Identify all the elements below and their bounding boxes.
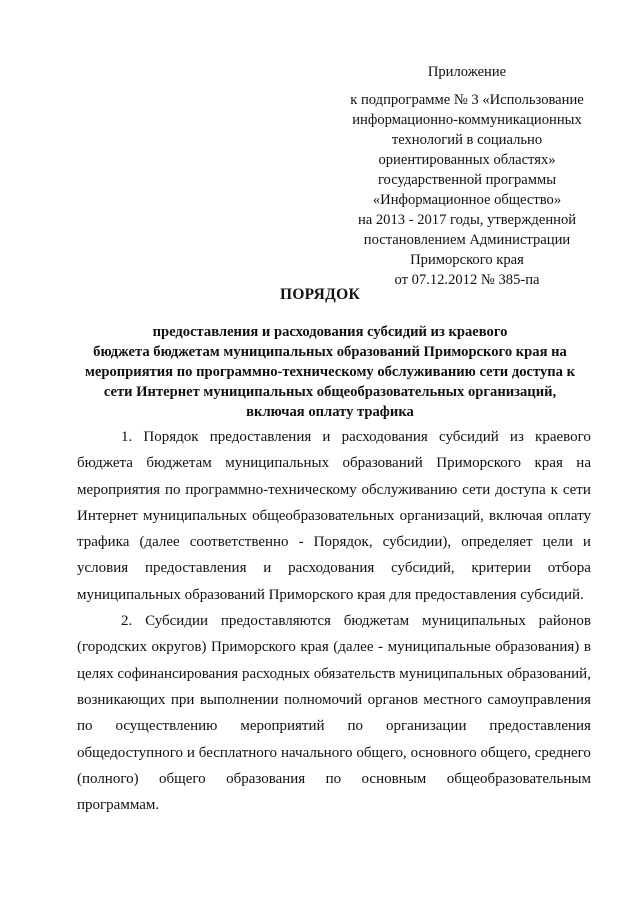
body-word: основным [361, 770, 427, 787]
body-word: предоставляются [220, 613, 331, 630]
body-word: начального [280, 744, 353, 761]
body-word: субсидий [439, 429, 499, 445]
body-word: субсидии), [382, 534, 452, 551]
body-line [77, 713, 591, 739]
body-word: мероприятий [240, 718, 325, 735]
body-word: предоставления [144, 560, 247, 577]
body-word: 1. [121, 429, 133, 445]
body-line [77, 424, 591, 450]
body-line [77, 661, 591, 687]
body-word: муниципальных [399, 665, 504, 682]
body-word: сети [562, 481, 591, 498]
body-word: предоставления [209, 429, 312, 445]
body-word: на [576, 455, 591, 472]
body-word: обслуживанию [361, 481, 458, 498]
body-line [77, 766, 591, 792]
body-word: - [298, 534, 304, 551]
body-line [77, 503, 591, 529]
body-line [77, 450, 591, 476]
body-word: критерии [471, 560, 531, 577]
body-word: трафика [77, 534, 130, 551]
body-word: расходования [288, 560, 375, 577]
body-word: самоуправления [487, 691, 591, 708]
body-word: и [582, 534, 591, 551]
body-word: краевого [535, 429, 591, 445]
body-word: расходования [341, 429, 428, 445]
body-word: 2. [121, 613, 133, 630]
appendix-line: к подпрограмме № 3 «Использование [350, 92, 584, 108]
body-word: общего, [356, 744, 407, 761]
body-word: бюджетам [343, 613, 410, 630]
body-word: (городских [77, 639, 147, 656]
appendix-title: Приложение [427, 64, 507, 80]
body-word: края [534, 455, 563, 472]
appendix-line: Приморского края [410, 252, 524, 268]
body-word: бюджетам [146, 455, 212, 472]
body-line: программам. [77, 797, 160, 814]
body-word: образований, [506, 665, 591, 682]
body-word: в [583, 639, 591, 656]
body-word: мероприятия [77, 481, 161, 498]
body-word: бюджета [77, 455, 133, 472]
document-body [77, 424, 591, 818]
body-word: по [164, 481, 181, 498]
body-word: условия [77, 560, 129, 577]
body-word: осуществлению [115, 718, 218, 735]
body-word: и [322, 429, 331, 445]
body-word: организаций, [399, 507, 484, 524]
body-word: Порядок [143, 429, 199, 445]
subtitle-line: предоставления и расходования субсидий из краевого [152, 324, 508, 340]
appendix-line: «Информационное общество» [372, 192, 562, 208]
body-word: образований [342, 455, 423, 472]
body-word: возникающих [77, 691, 166, 708]
body-word: муниципальные [387, 639, 491, 656]
appendix-header [326, 62, 608, 290]
body-word: общего [159, 770, 206, 787]
appendix-line: ориентированных областях» [378, 152, 556, 168]
body-line [77, 608, 591, 634]
body-word: общеобразовательных [252, 507, 395, 524]
body-word: и [263, 560, 272, 577]
appendix-line: постановлением Администрации [363, 232, 571, 248]
body-word: при [170, 691, 195, 708]
body-word: Порядок, [313, 534, 373, 551]
appendix-line: от 07.12.2012 № 385-па [394, 272, 540, 288]
body-word: и [186, 744, 195, 761]
appendix-line: технологий в социально [391, 132, 543, 148]
body-word: бесплатного [198, 744, 278, 761]
subtitle-line: сети Интернет муниципальных общеобразовательных организаций, [103, 384, 557, 400]
document-title: ПОРЯДОК [279, 286, 361, 303]
body-word: Приморского [211, 639, 296, 656]
body-line [77, 529, 591, 555]
body-word: образования) [495, 639, 580, 656]
body-word: - [378, 639, 384, 656]
body-word: образования [226, 770, 306, 787]
body-word: среднего [534, 744, 591, 761]
body-word: сети [462, 481, 491, 498]
body-word: цели [542, 534, 573, 551]
body-word: соответственно [189, 534, 289, 551]
body-word: программно-техническому [185, 481, 357, 498]
subtitle-line: включая оплату трафика [246, 404, 414, 420]
body-line: муниципальных образований Приморского края для предоставления субсидий. [77, 586, 584, 603]
body-word: муниципальных [143, 507, 247, 524]
body-word: по [347, 718, 364, 735]
body-word: доступа [495, 481, 546, 498]
body-word: предоставления [489, 718, 591, 735]
body-word: софинансирования [117, 665, 239, 682]
body-word: основного [410, 744, 477, 761]
body-word: к [550, 481, 558, 498]
appendix-line: на 2013 - 2017 годы, утвержденной [357, 212, 577, 228]
subtitle-line: мероприятия по программно-техническому обслуживанию сети доступа к [84, 364, 576, 380]
body-word: округов) [151, 639, 207, 656]
body-word: включая [489, 507, 543, 524]
body-word: отбора [547, 560, 591, 577]
body-word: определяет [461, 534, 533, 551]
body-word: Приморского [436, 455, 522, 472]
body-word: общедоступного [77, 744, 183, 761]
body-word: районов [538, 613, 591, 630]
body-word: (полного) [77, 770, 139, 787]
body-word: расходных [242, 665, 310, 682]
body-word: субсидий, [391, 560, 455, 577]
body-word: по [325, 770, 342, 787]
body-word: (далее [139, 534, 180, 551]
appendix-line: государственной программы [377, 172, 557, 188]
body-word: Субсидии [145, 613, 208, 630]
body-word: полномочий [283, 691, 363, 708]
body-line [77, 740, 591, 766]
body-word: выполнении [199, 691, 279, 708]
body-word: обязательств [313, 665, 396, 682]
body-word: целях [77, 665, 114, 682]
appendix-line: информационно-коммуникационных [352, 112, 582, 128]
body-word: муниципальных [225, 455, 330, 472]
body-line [77, 634, 591, 660]
body-word: из [509, 429, 524, 445]
body-word: общего, [480, 744, 531, 761]
body-line [77, 687, 591, 713]
body-word: общеобразовательным [446, 770, 591, 787]
body-word: оплату [547, 507, 591, 524]
body-word: муниципальных [421, 613, 526, 630]
body-word: организации [385, 718, 467, 735]
body-word: по [77, 718, 93, 735]
body-word: местного [423, 691, 482, 708]
body-word: органов [367, 691, 419, 708]
body-line [77, 555, 591, 581]
body-word: (далее [333, 639, 374, 656]
body-line [77, 477, 591, 503]
subtitle-line: бюджета бюджетам муниципальных образований Приморского края на [93, 344, 567, 360]
body-word: Интернет [77, 507, 138, 524]
document-subtitle [60, 322, 600, 422]
body-word: края [300, 639, 329, 656]
